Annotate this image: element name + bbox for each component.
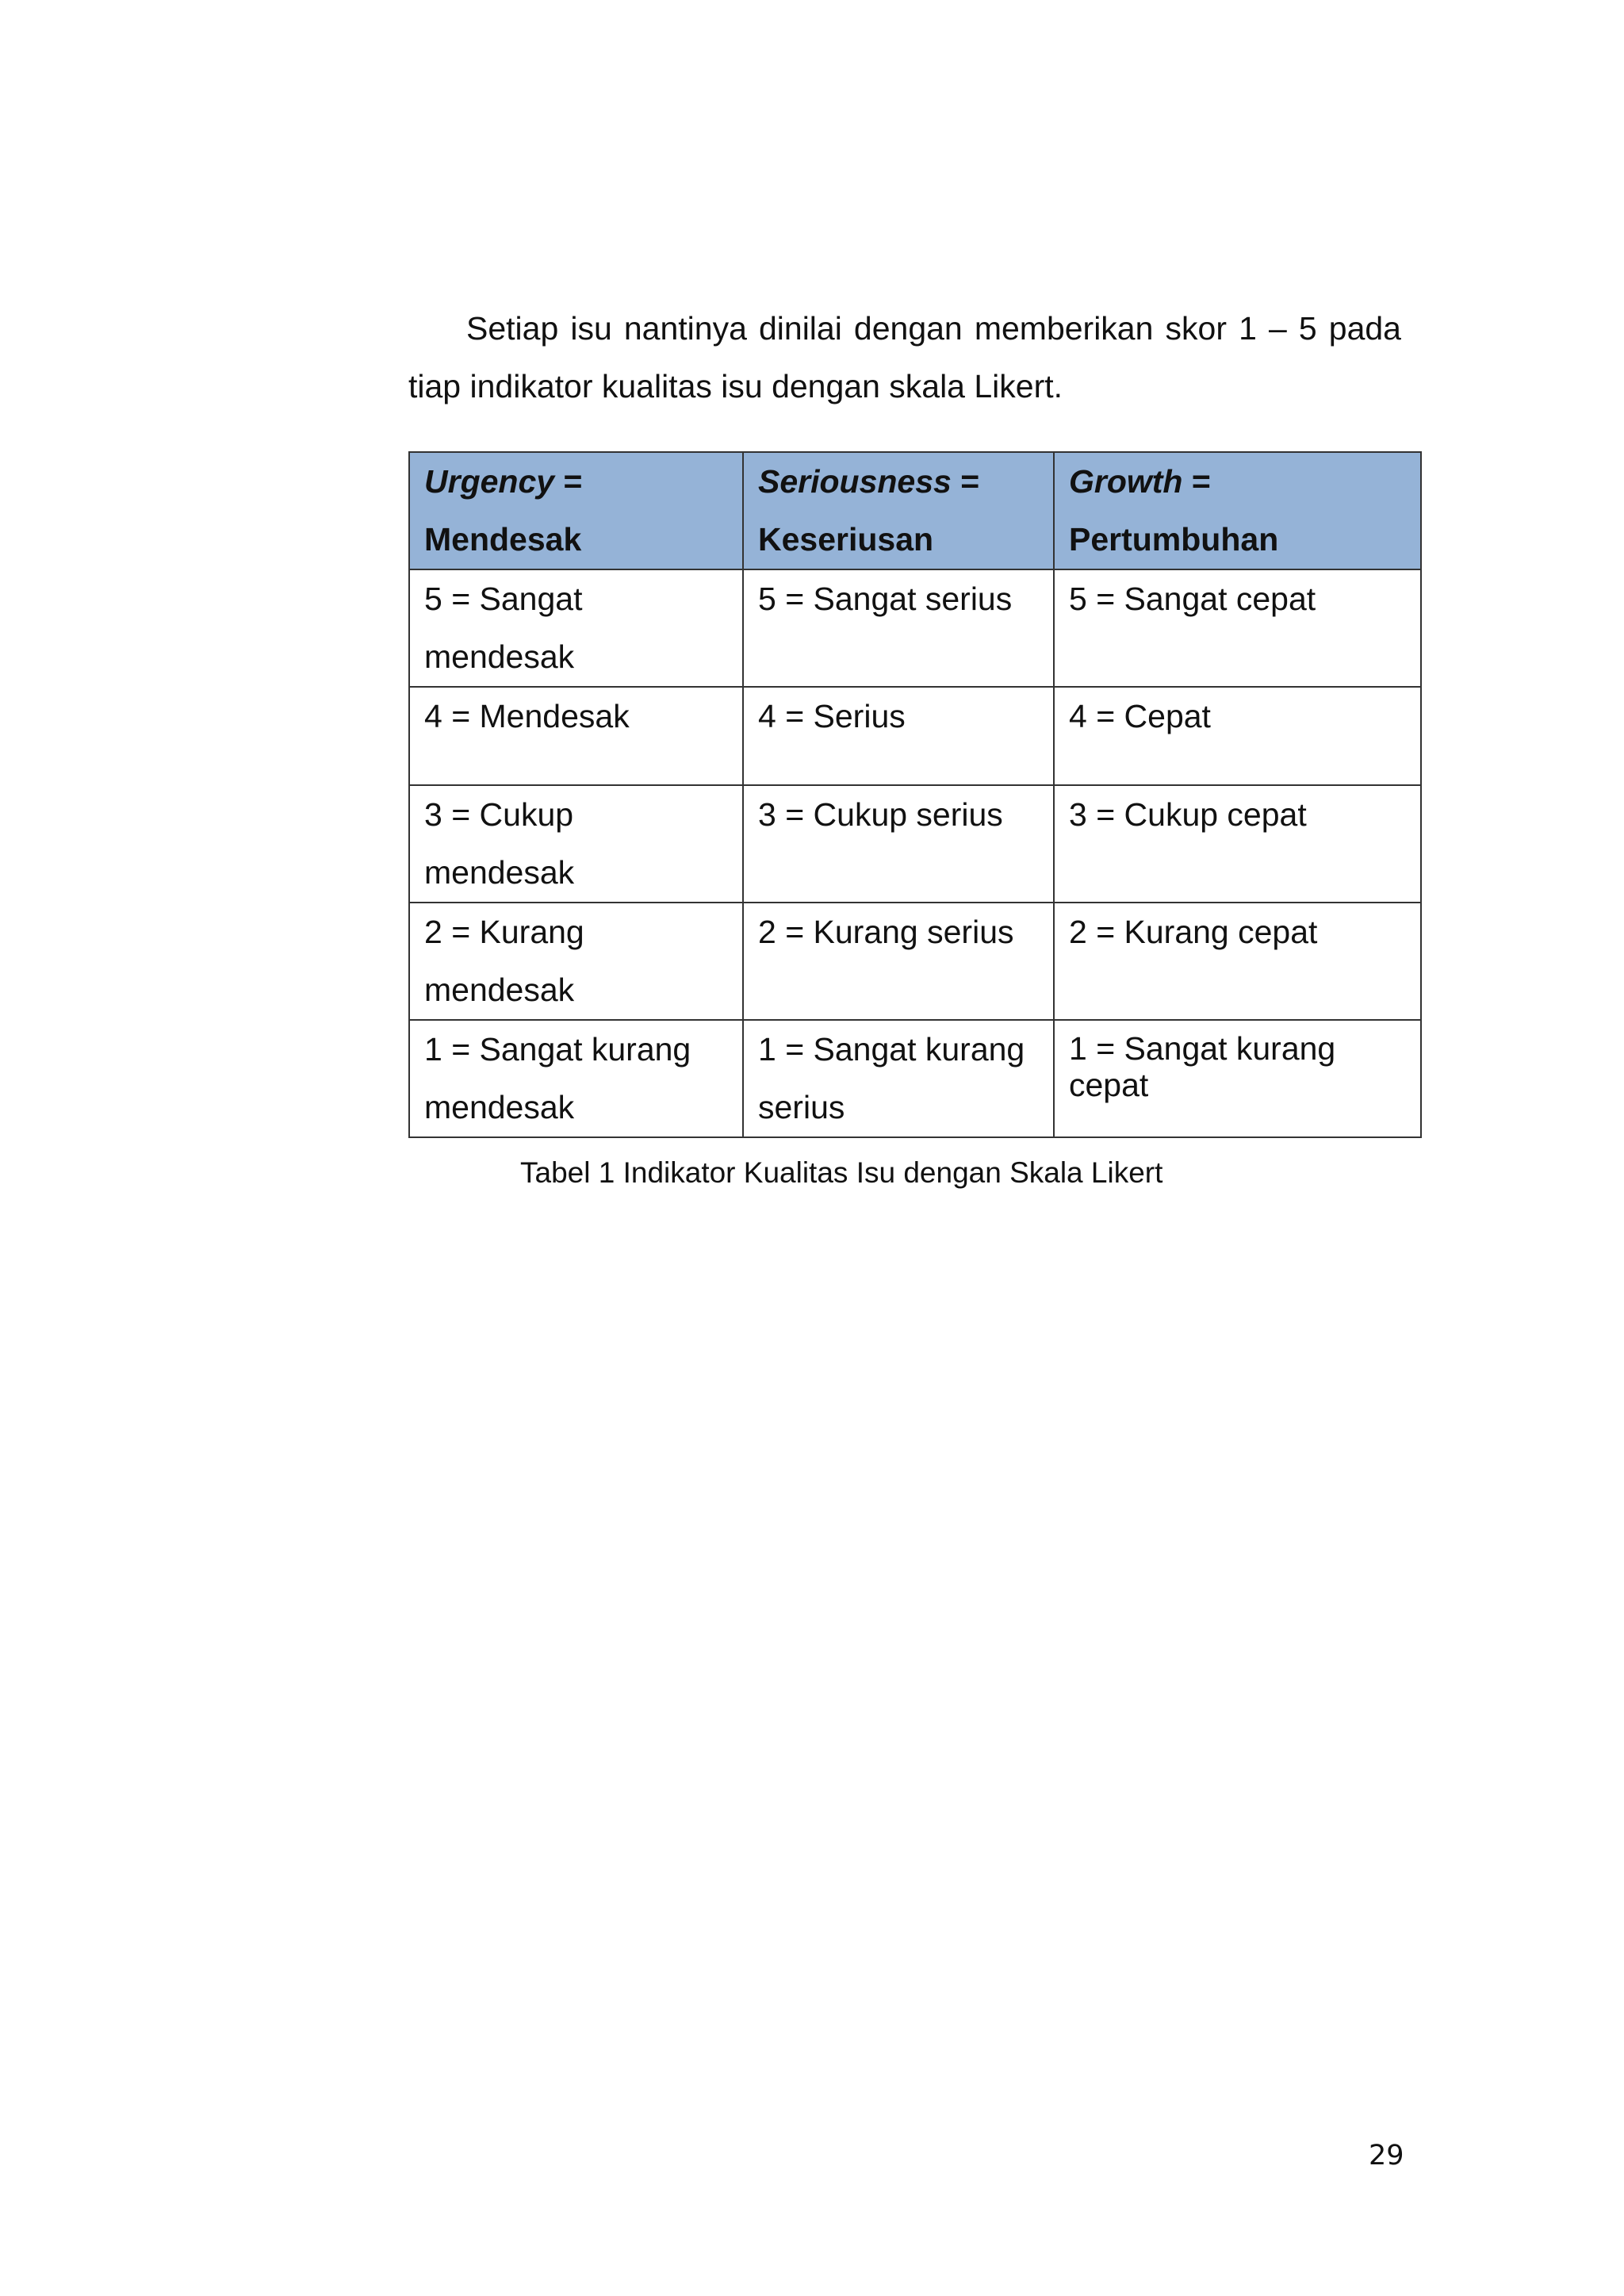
table-caption: Tabel 1 Indikator Kualitas Isu dengan Skala Likert [520, 1156, 1163, 1189]
header-suffix: = [951, 463, 980, 500]
header-meaning: Mendesak [424, 521, 582, 558]
table-row [409, 785, 1421, 903]
table-header-row [409, 452, 1421, 569]
table-cell: 4 = Cepat [1054, 687, 1421, 785]
table-cell: 2 = Kurang mendesak [409, 903, 743, 1020]
table-cell: 3 = Cukup mendesak [409, 785, 743, 903]
table-cell: 3 = Cukup serius [743, 785, 1054, 903]
table-cell: 5 = Sangat serius [743, 569, 1054, 687]
table-cell: 4 = Mendesak [409, 687, 743, 785]
header-growth [1054, 452, 1421, 569]
likert-indicator-table [408, 451, 1422, 1138]
table-row [409, 569, 1421, 687]
page-number: 29 [1369, 2140, 1404, 2171]
table-cell: 3 = Cukup cepat [1054, 785, 1421, 903]
table-cell: 2 = Kurang cepat [1054, 903, 1421, 1020]
table-row [409, 903, 1421, 1020]
table-cell: 2 = Kurang serius [743, 903, 1054, 1020]
table-row [409, 687, 1421, 785]
table-cell: 5 = Sangat cepat [1054, 569, 1421, 687]
table-cell: 1 = Sangat kurang cepat [1054, 1020, 1421, 1137]
table-cell: 4 = Serius [743, 687, 1054, 785]
header-suffix: = [554, 463, 583, 500]
table-cell: 5 = Sangat mendesak [409, 569, 743, 687]
header-seriousness [743, 452, 1054, 569]
table-row [409, 1020, 1421, 1137]
header-term: Urgency [424, 463, 555, 500]
table-cell: 1 = Sangat kurang mendesak [409, 1020, 743, 1137]
header-urgency [409, 452, 743, 569]
header-term: Seriousness [758, 463, 952, 500]
body-paragraph: Setiap isu nantinya dinilai dengan memberikan skor 1 – 5 pada tiap indikator kualitas isu dengan skala Likert. [408, 310, 1401, 404]
header-meaning: Keseriusan [758, 521, 934, 558]
header-meaning: Pertumbuhan [1069, 521, 1279, 558]
header-term: Growth [1069, 463, 1183, 500]
header-suffix: = [1182, 463, 1211, 500]
table-cell: 1 = Sangat kurang serius [743, 1020, 1054, 1137]
